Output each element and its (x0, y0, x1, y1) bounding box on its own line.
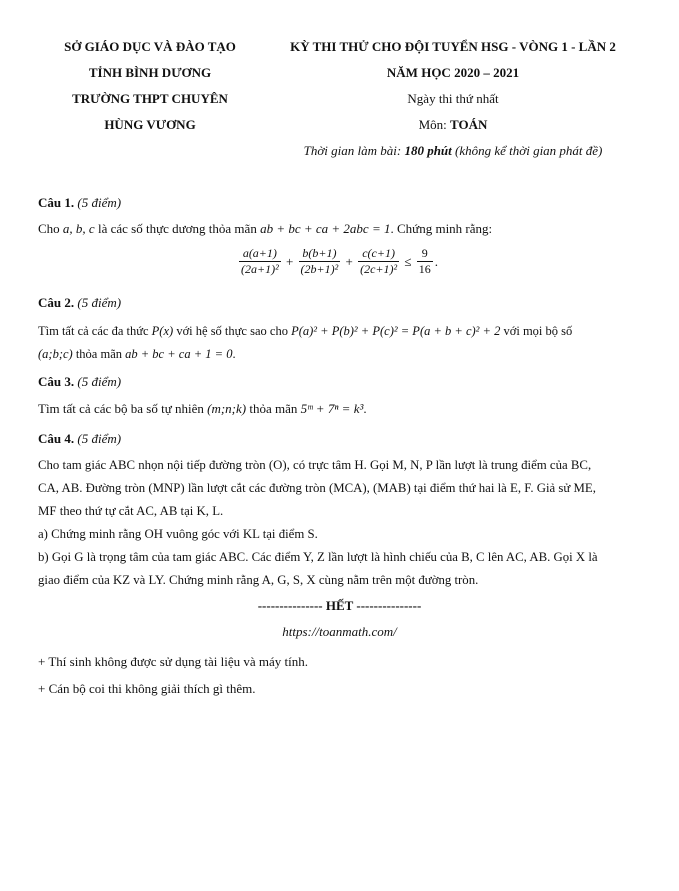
q3-period: . (363, 401, 367, 416)
leq-sign: ≤ (404, 253, 412, 269)
q3-points: (5 điểm) (74, 374, 122, 389)
q3-text (38, 397, 638, 420)
frac-c-den: (2c+1)² (360, 262, 398, 276)
source-url[interactable]: https://toanmath.com/ (282, 624, 397, 639)
q1-text-c: . Chứng minh rằng: (390, 221, 493, 236)
subject-line (270, 112, 636, 138)
school-name-line1: TRƯỜNG THPT CHUYÊN (72, 91, 228, 106)
q2-line1 (38, 320, 638, 343)
q4-label: Câu 4. (38, 431, 75, 446)
time-note: (không kể thời gian phát đề) (451, 143, 603, 158)
q2-equation: P(a)² + P(b)² + P(c)² = P(a + b + c)² + 2 (291, 324, 501, 338)
frac-a-den: (2a+1)² (241, 262, 279, 276)
time-value: 180 phút (404, 143, 452, 158)
q2-text (38, 320, 638, 366)
frac-b-den: (2b+1)² (300, 262, 339, 276)
q1-text (38, 217, 638, 240)
end-mark: --------------- HẾT --------------- (257, 598, 422, 613)
q1-condition: ab + bc + ca + 2abc = 1 (260, 221, 391, 236)
q2-text-a: Tìm tất cả các đa thức (38, 324, 152, 338)
q4-title (38, 427, 638, 450)
q1-fraction-b (299, 246, 341, 277)
q2-polynomial: P(x) (151, 324, 174, 338)
q1-vars: a, b, c (62, 221, 95, 236)
frac-a-num: a(a+1) (239, 246, 281, 262)
q2-triple: (a;b;c) (38, 347, 73, 361)
q2-text-d: thỏa mãn (72, 347, 126, 361)
time-label: Thời gian làm bài: (303, 143, 405, 158)
time-line (270, 138, 636, 164)
q3-text-a: Tìm tất cả các bộ ba số tự nhiên (38, 401, 208, 416)
q1-text-b: là các số thực dương thỏa mãn (94, 221, 261, 236)
q2-points: (5 điểm) (74, 295, 122, 310)
q4-line3: MF theo thứ tự cắt AC, AB tại K, L. (38, 504, 224, 518)
q2-text-b: với hệ số thực sao cho (173, 324, 292, 338)
q1-inequality (0, 246, 679, 277)
subject-label: Môn: (418, 117, 451, 132)
q3-text-b: thỏa mãn (246, 401, 301, 416)
department-name: SỞ GIÁO DỤC VÀ ĐÀO TẠO (64, 39, 236, 54)
note-2: + Cán bộ coi thi không giải thích gì thêm. (38, 681, 256, 696)
frac-c-num: c(c+1) (358, 246, 399, 262)
q1-fraction-a (239, 246, 281, 277)
q4-part-b-line1: b) Gọi G là trọng tâm của tam giác ABC. Các điểm Y, Z lần lượt là hình chiếu của B, C lên AC, AB. Gọi X là (38, 550, 598, 564)
q1-label: Câu 1. (38, 195, 75, 210)
q1-title (38, 191, 638, 214)
school-name-line2: HÙNG VƯƠNG (104, 117, 196, 132)
q3-equation: 5ᵐ + 7ⁿ = k³ (300, 401, 364, 416)
q4-line2: CA, AB. Đường tròn (MNP) lần lượt cắt các đường tròn (MCA), (MAB) tại điểm thứ hai là E, F. Giả sử ME, (38, 481, 596, 495)
q4-part-b-line2: giao điểm của KZ và LY. Chứng minh rằng A, G, S, X cùng nằm trên một đường tròn. (38, 573, 479, 587)
note-1: + Thí sinh không được sử dụng tài liệu và máy tính. (38, 654, 308, 669)
q2-period: . (232, 347, 236, 361)
q4-line1: Cho tam giác ABC nhọn nội tiếp đường tròn (O), có trực tâm H. Gọi M, N, P lần lượt là trung điểm của BC, (38, 458, 592, 472)
subject-name: TOÁN (450, 117, 488, 132)
q2-title (38, 291, 638, 314)
q3-title (38, 370, 638, 393)
plus-sign: + (285, 253, 294, 269)
q3-label: Câu 3. (38, 374, 75, 389)
q2-label: Câu 2. (38, 295, 75, 310)
q3-triple: (m;n;k) (207, 401, 247, 416)
exam-header (270, 34, 636, 164)
province-name: TỈNH BÌNH DƯƠNG (88, 65, 212, 80)
q1-points: (5 điểm) (74, 195, 122, 210)
q1-text-a: Cho (38, 221, 63, 236)
exam-title: KỲ THI THỬ CHO ĐỘI TUYỂN HSG - VÒNG 1 - LẦN 2 (290, 39, 616, 54)
q1-fraction-c (358, 246, 399, 277)
q4-part-a: a) Chứng minh rằng OH vuông góc với KL tại điểm S. (38, 527, 318, 541)
q2-condition: ab + bc + ca + 1 = 0 (125, 347, 233, 361)
q2-text-c: với mọi bộ số (500, 324, 573, 338)
plus-sign: + (345, 253, 353, 269)
q4-text (38, 454, 638, 592)
school-header (30, 34, 270, 138)
rhs-den: 16 (418, 262, 431, 276)
q2-line2 (38, 343, 638, 366)
q1-rhs-fraction (417, 246, 433, 277)
frac-b-num: b(b+1) (299, 246, 341, 262)
rhs-num: 9 (417, 246, 433, 262)
school-year: NĂM HỌC 2020 – 2021 (386, 65, 520, 80)
q1-period: . (434, 253, 438, 269)
exam-day: Ngày thi thứ nhất (407, 91, 499, 106)
q4-points: (5 điểm) (74, 431, 122, 446)
